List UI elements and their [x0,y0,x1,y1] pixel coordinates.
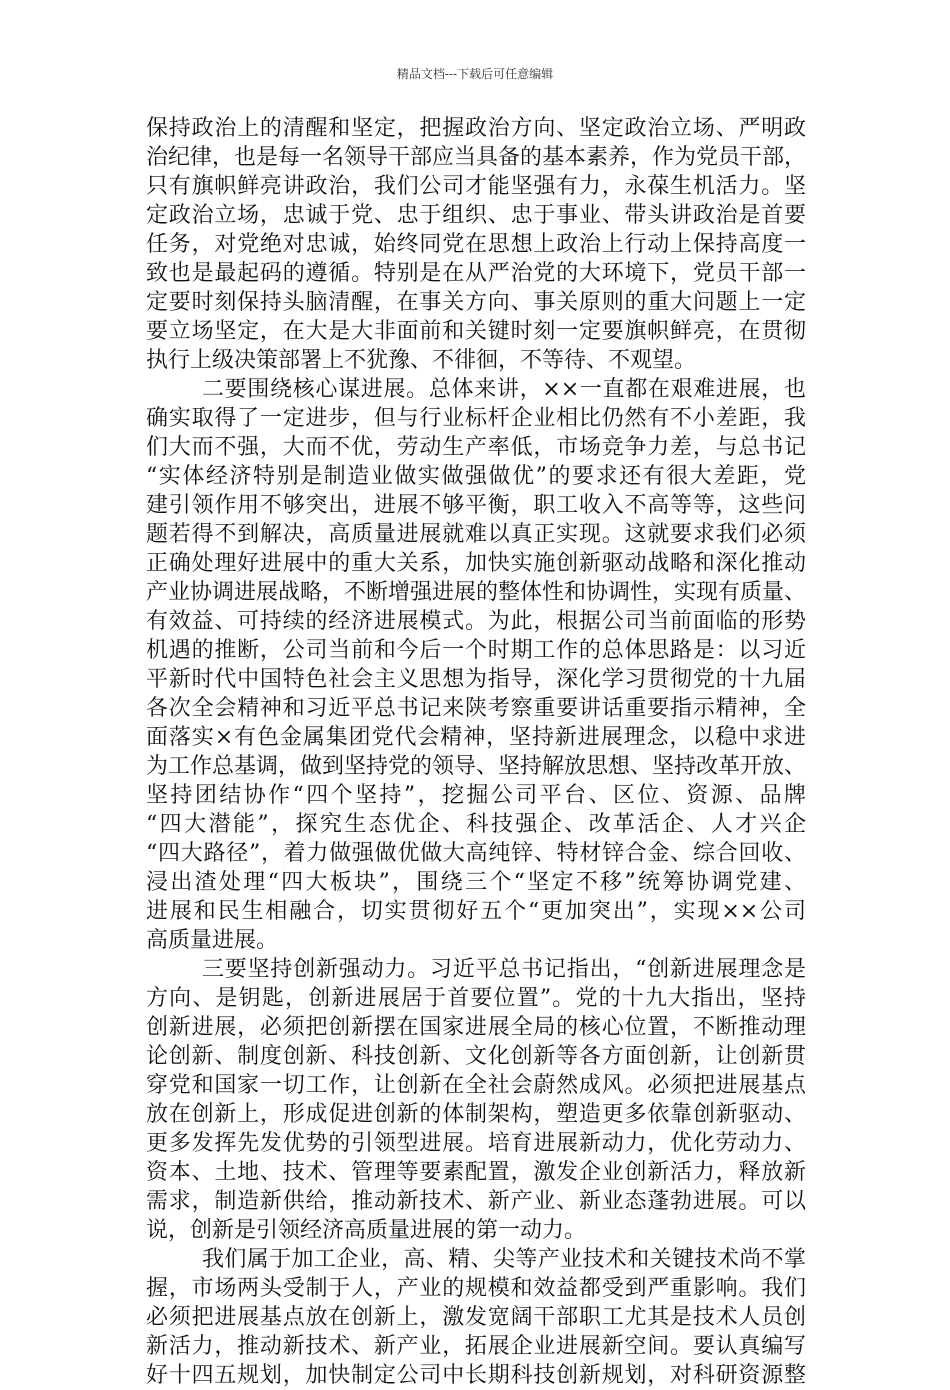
text-line: 执行上级决策部署上不犹豫、不徘徊，不等待、不观望。 [146,348,697,373]
text-line: “实体经济特别是制造业做实做强做优”的要求还有很大差距，党 [146,464,806,489]
text-line: 任务，对党绝对忠诚，始终同党在思想上政治上行动上保持高度一 [146,232,806,257]
text-line: 好十四五规划，加快制定公司中长期科技创新规划，对科研资源整 [146,1363,806,1388]
text-line: 放在创新上，形成促进创新的体制架构，塑造更多依靠创新驱动、 [146,1102,806,1127]
text-line: 有效益、可持续的经济进展模式。为此，根据公司当前面临的形势 [146,609,806,634]
text-line: “四大路径”，着力做强做优做大高纯锌、特材锌合金、综合回收、 [146,841,806,866]
text-line: 必须把进展基点放在创新上，激发宽阔干部职工尤其是技术人员创 [146,1305,806,1330]
text-line: 面落实×有色金属集团党代会精神，坚持新进展理念，以稳中求进 [146,725,806,750]
text-line: 坚持团结协作“四个坚持”，挖掘公司平台、区位、资源、品牌 [146,783,806,808]
text-line: 产业协调进展战略，不断增强进展的整体性和协调性，实现有质量、 [146,580,806,605]
text-line: “四大潜能”，探究生态优企、科技强企、改革活企、人才兴企 [146,812,806,837]
page-header: 精品文档---下载后可任意编辑 [396,67,554,81]
text-line: 们大而不强，大而不优，劳动生产率低，市场竞争力差，与总书记 [146,435,806,460]
text-line: 机遇的推断，公司当前和今后一个时期工作的总体思路是：以习近 [146,638,806,663]
text-line: 治纪律，也是每一名领导干部应当具备的基本素养，作为党员干部， [146,145,806,170]
text-line: 进展和民生相融合，切实贯彻好五个“更加突出”，实现××公司 [146,899,806,924]
text-line: 建引领作用不够突出，进展不够平衡，职工收入不高等等，这些问 [146,493,806,518]
text-line: 题若得不到解决，高质量进展就难以真正实现。这就要求我们必须 [146,522,806,547]
text-line: 穿党和国家一切工作，让创新在全社会蔚然成风。必须把进展基点 [146,1073,806,1098]
text-line: 需求，制造新供给，推动新技术、新产业、新业态蓬勃进展。可以 [146,1189,806,1214]
text-line: 更多发挥先发优势的引领型进展。培育进展新动力，优化劳动力、 [146,1131,806,1156]
text-line: 要立场坚定，在大是大非面前和关键时刻一定要旗帜鲜亮，在贯彻 [146,319,806,344]
text-line: 资本、土地、技术、管理等要素配置，激发企业创新活力，释放新 [146,1160,806,1185]
text-line: 二要围绕核心谋进展。总体来讲，××一直都在艰难进展，也 [202,377,806,402]
text-line: 高质量进展。 [146,928,279,953]
text-line: 定要时刻保持头脑清醒，在事关方向、事关原则的重大问题上一定 [146,290,806,315]
text-line: 我们属于加工企业，高、精、尖等产业技术和关键技术尚不掌 [202,1247,806,1272]
text-line: 论创新、制度创新、科技创新、文化创新等各方面创新，让创新贯 [146,1044,806,1069]
text-line: 致也是最起码的遵循。特别是在从严治党的大环境下，党员干部一 [146,261,806,286]
text-line: 浸出渣处理“四大板块”，围绕三个“坚定不移”统筹协调党建、 [146,870,806,895]
text-line: 保持政治上的清醒和坚定，把握政治方向、坚定政治立场、严明政 [146,116,806,141]
text-line: 新活力，推动新技术、新产业，拓展企业进展新空间。要认真编写 [146,1334,806,1359]
text-line: 三要坚持创新强动力。习近平总书记指出，“创新进展理念是 [202,957,806,982]
text-line: 握，市场两头受制于人，产业的规模和效益都受到严重影响。我们 [146,1276,806,1301]
text-line: 只有旗帜鲜亮讲政治，我们公司才能坚强有力，永葆生机活力。坚 [146,174,806,199]
text-line: 创新进展，必须把创新摆在国家进展全局的核心位置，不断推动理 [146,1015,806,1040]
text-line: 定政治立场，忠诚于党、忠于组织、忠于事业、带头讲政治是首要 [146,203,806,228]
text-line: 正确处理好进展中的重大关系，加快实施创新驱动战略和深化推动 [146,551,806,576]
text-line: 方向、是钥匙，创新进展居于首要位置”。党的十九大指出，坚持 [146,986,806,1011]
text-line: 各次全会精神和习近平总书记来陕考察重要讲话重要指示精神，全 [146,696,806,721]
text-line: 确实取得了一定进步，但与行业标杆企业相比仍然有不小差距，我 [146,406,806,431]
text-line: 平新时代中国特色社会主义思想为指导，深化学习贯彻党的十九届 [146,667,806,692]
text-line: 说，创新是引领经济高质量进展的第一动力。 [146,1218,587,1243]
document-body [146,114,806,1390]
text-line: 为工作总基调，做到坚持党的领导、坚持解放思想、坚持改革开放、 [146,754,806,779]
